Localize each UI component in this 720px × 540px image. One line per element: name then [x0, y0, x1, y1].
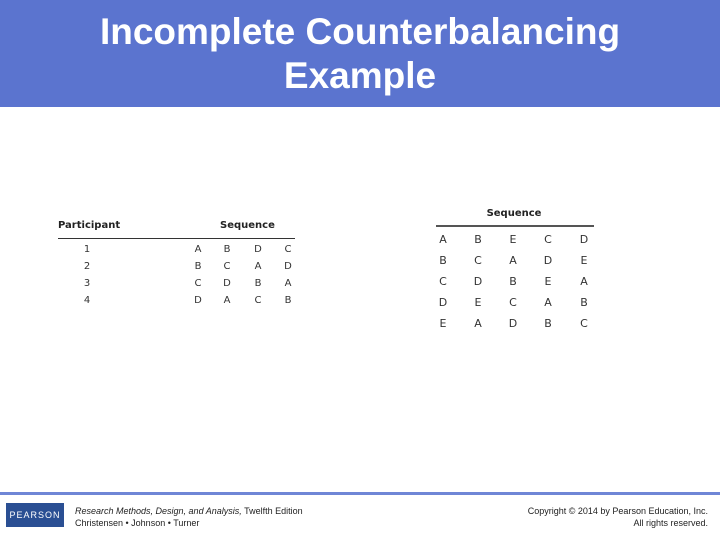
sequence-cell: C: [544, 233, 552, 246]
participant-number: 1: [83, 244, 91, 255]
participant-number: 4: [83, 295, 91, 306]
sequence-cell: D: [194, 295, 202, 306]
table1-rule: [58, 238, 295, 239]
sequence-cell: C: [580, 317, 588, 330]
book-authors: Christensen • Johnson • Turner: [75, 518, 200, 528]
sequence-cell: A: [194, 244, 202, 255]
sequence-cell: B: [580, 296, 588, 309]
pearson-logo: [6, 503, 64, 527]
sequence-cell: A: [544, 296, 552, 309]
sequence-cell: D: [438, 296, 448, 309]
table1-header-participant: Participant: [58, 220, 121, 231]
participant-number: 3: [83, 278, 91, 289]
sequence-cell: A: [580, 275, 588, 288]
sequence-cell: D: [579, 233, 589, 246]
sequence-cell: C: [284, 244, 292, 255]
title-line-1: Incomplete Counterbalancing: [99, 11, 621, 52]
sequence-cell: C: [194, 278, 202, 289]
sequence-cell: B: [474, 233, 482, 246]
copyright-line: Copyright © 2014 by Pearson Education, Inc.: [527, 506, 708, 516]
sequence-cell: C: [509, 296, 517, 309]
sequence-cell: D: [254, 244, 262, 255]
book-edition: Twelfth Edition: [241, 506, 303, 516]
sequence-cell: E: [544, 275, 552, 288]
sequence-cell: A: [223, 295, 231, 306]
sequence-cell: E: [509, 233, 517, 246]
sequence-cell: A: [474, 317, 482, 330]
sequence-cell: D: [223, 278, 231, 289]
sequence-cell: B: [254, 278, 262, 289]
sequence-cell: A: [509, 254, 517, 267]
sequence-cell: E: [474, 296, 482, 309]
sequence-cell: C: [439, 275, 447, 288]
sequence-cell: B: [223, 244, 231, 255]
sequence-cell: C: [474, 254, 482, 267]
rights-line: All rights reserved.: [633, 518, 708, 528]
sequence-cell: C: [223, 261, 231, 272]
sequence-cell: E: [580, 254, 588, 267]
table1-header-sequence: Sequence: [220, 220, 275, 231]
sequence-cell: A: [254, 261, 262, 272]
sequence-cell: B: [544, 317, 552, 330]
sequence-cell: B: [509, 275, 517, 288]
sequence-cell: B: [439, 254, 447, 267]
slide-title: [0, 10, 720, 98]
copyright-notice: [528, 505, 708, 529]
footer-rule: [0, 492, 720, 495]
sequence-cell: B: [284, 295, 292, 306]
book-title: Research Methods, Design, and Analysis,: [75, 506, 242, 516]
sequence-cell: D: [508, 317, 518, 330]
sequence-cell: A: [439, 233, 447, 246]
sequence-cell: E: [439, 317, 447, 330]
book-citation: [75, 505, 303, 529]
sequence-cell: D: [473, 275, 483, 288]
sequence-cell: D: [543, 254, 553, 267]
table2-header-sequence: Sequence: [486, 208, 542, 219]
sequence-cell: C: [254, 295, 262, 306]
logo-text: PEARSON: [9, 510, 61, 520]
participant-number: 2: [83, 261, 91, 272]
title-line-2: Example: [283, 55, 437, 96]
sequence-cell: A: [284, 278, 292, 289]
table2-rule: [436, 225, 594, 227]
sequence-cell: D: [284, 261, 292, 272]
sequence-cell: B: [194, 261, 202, 272]
